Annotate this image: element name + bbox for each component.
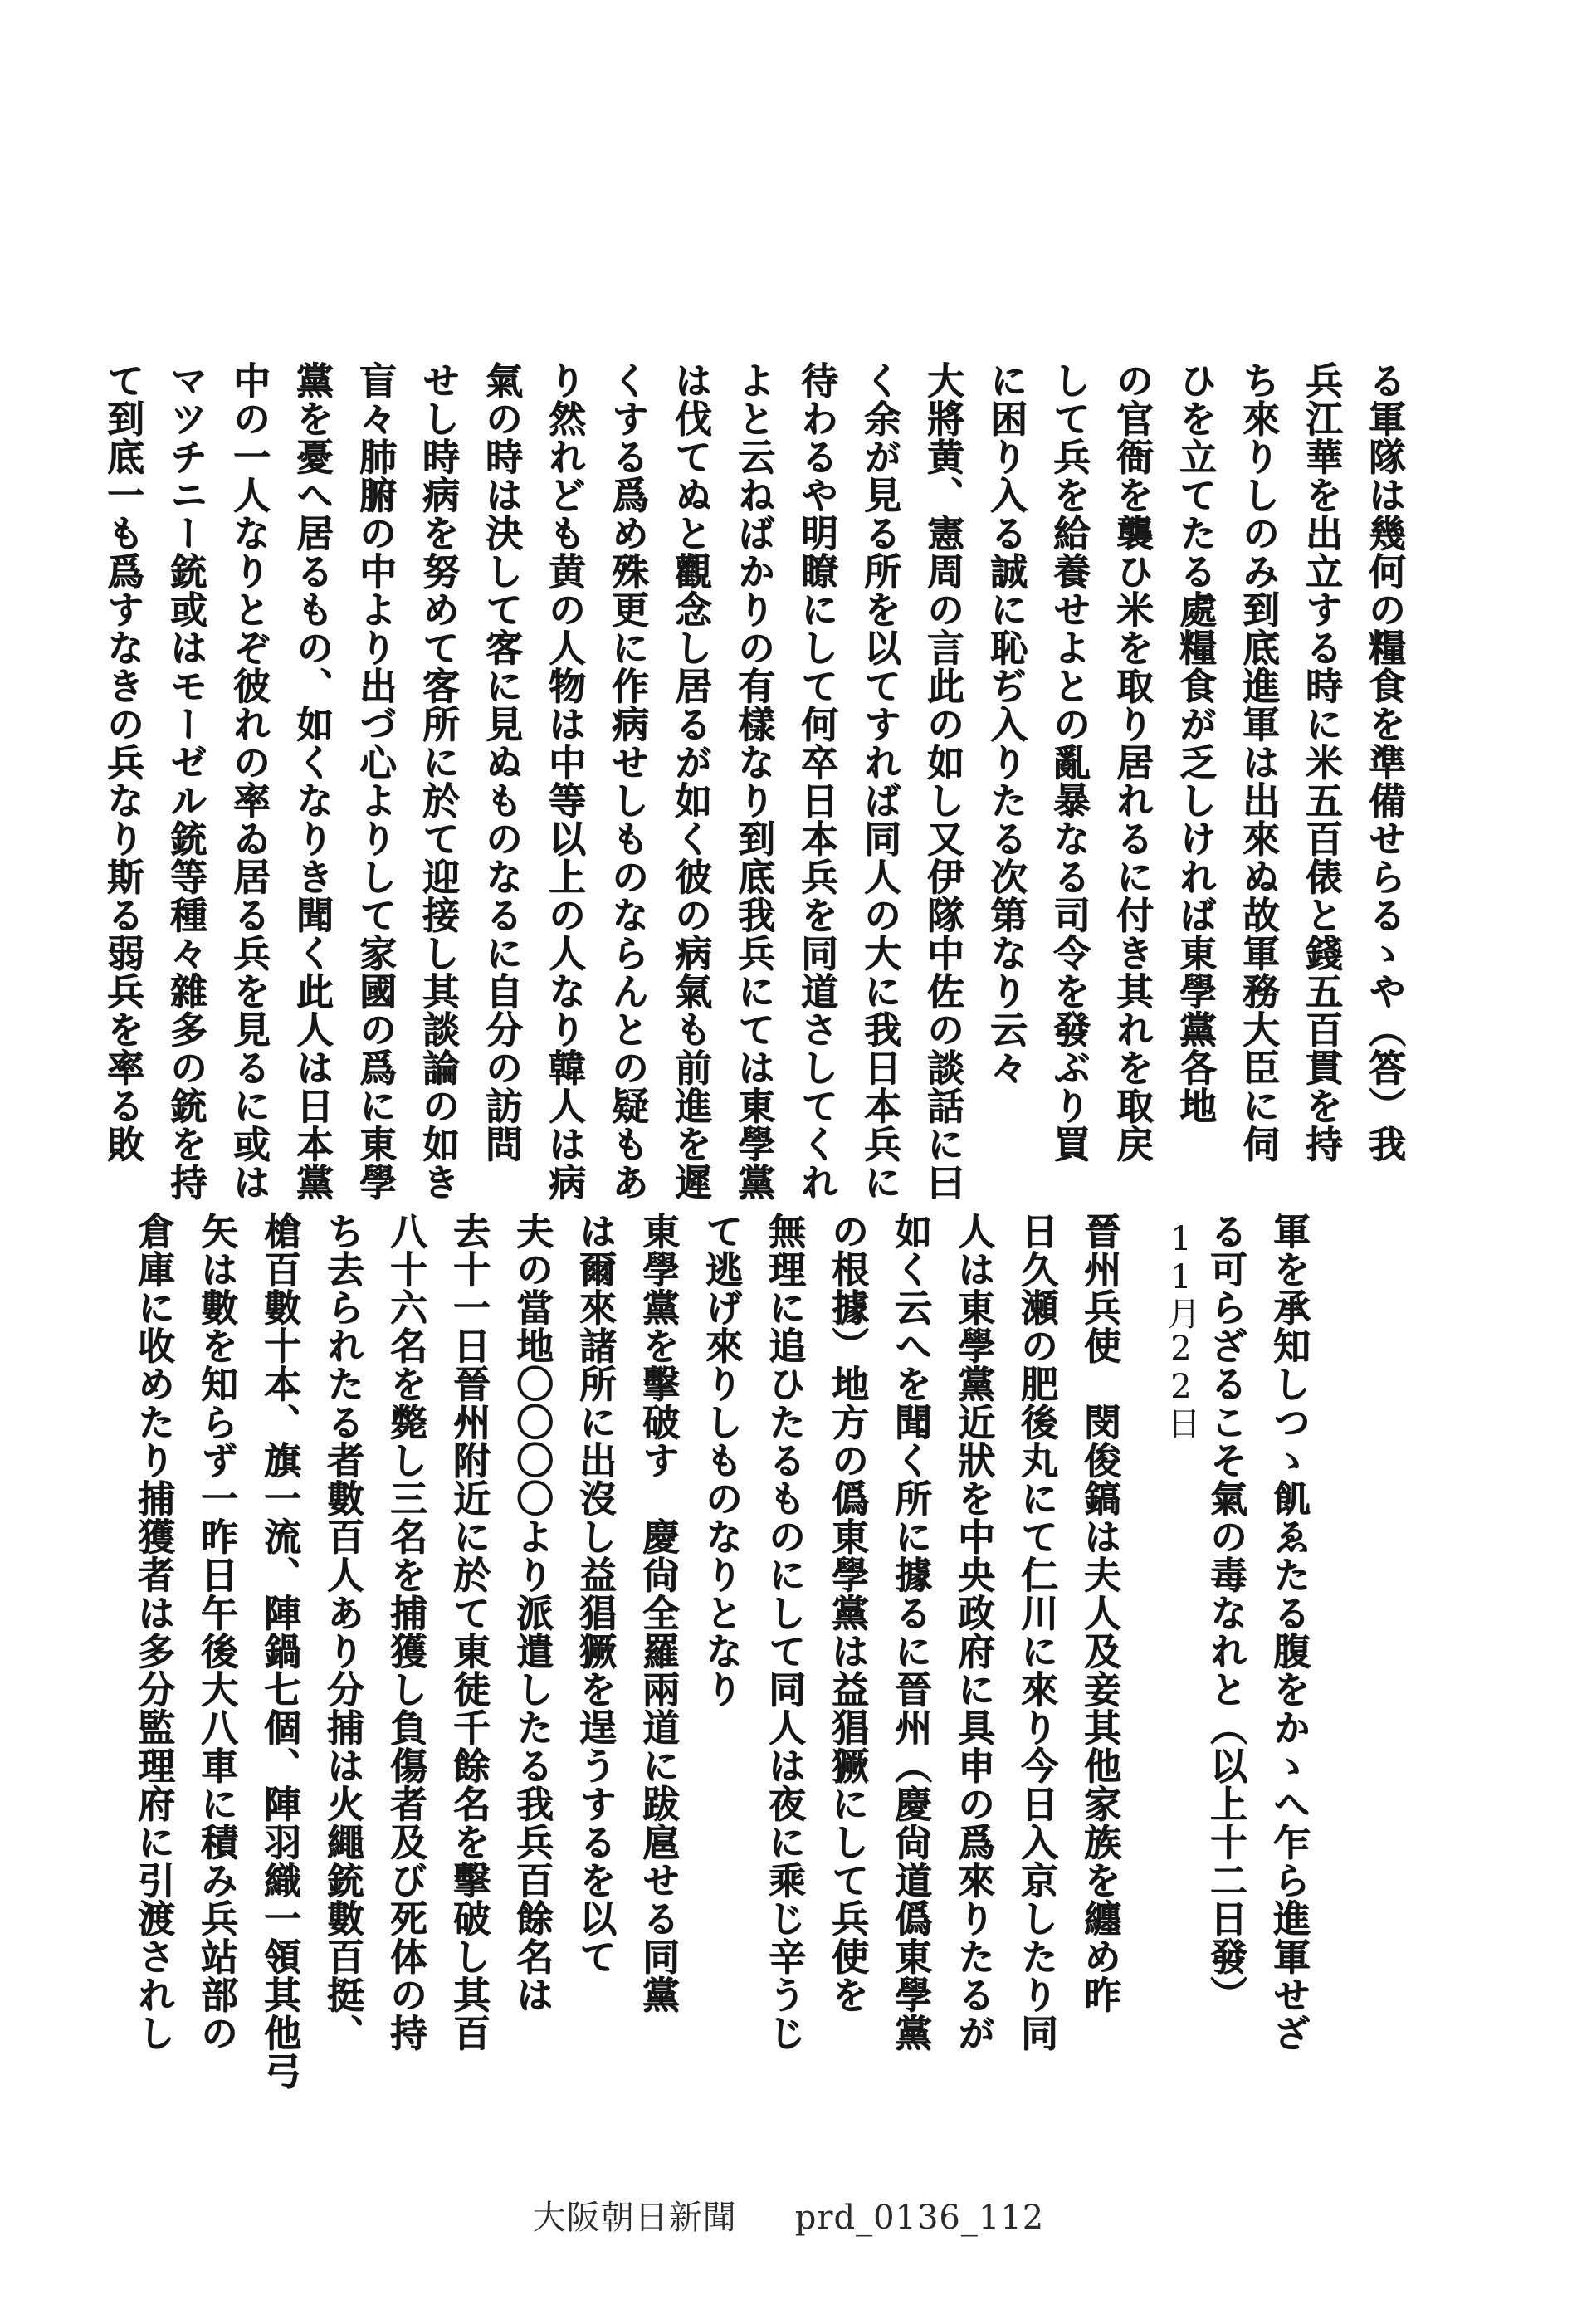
lower-column-16: 槍百數十本、旗一流、陣鍋七個、陣羽織一領其他弓 xyxy=(257,1212,301,2090)
lower-column-9: て逃げ來りしものなりとなり xyxy=(699,1212,743,1708)
lower-column-18: 倉庫に收めたり捕獲者は多分監理府に引渡されし xyxy=(131,1212,175,2052)
newspaper-name: 大阪朝日新聞 xyxy=(532,2199,737,2237)
lower-column-1: 軍を承知しつゝ飢ゑたる腹をかゝへ乍ら進軍せざ xyxy=(1267,1212,1311,2052)
lower-column-spacer xyxy=(1130,1212,1194,1992)
page-footer xyxy=(0,2191,1577,2239)
upper-column-9: く余が見る所を以てすれば同人の大に我日本兵に xyxy=(857,361,901,1201)
lower-column-4: 日久瀬の肥後丸にて仁川に來り今日入京したり同 xyxy=(1014,1212,1058,2052)
upper-column-15: 氣の時は決して客に見ぬものなるに自分の訪問 xyxy=(479,361,523,1163)
page-identifier: prd_0136_112 xyxy=(794,2199,1045,2237)
upper-column-4: ひを立てたる處糧食が乏しければ東學黨各地 xyxy=(1173,361,1217,1125)
lower-column-13: 去十一日晉州附近に於て東徒千餘名を擊破し其百 xyxy=(447,1212,491,2052)
lower-column-12: 夫の當地〇〇〇〇より派遣したる我兵百餘名は xyxy=(510,1212,554,2014)
upper-column-2: 兵江華を出立する時に米五百俵と錢五百貫を持 xyxy=(1299,361,1343,1163)
upper-column-17: 盲々肺腑の中より出づ心よりして家國の爲に東學 xyxy=(353,361,397,1201)
lower-column-6: 如く云へを聞く所に據るに晉州（慶尙道僞東學黨 xyxy=(888,1212,932,2052)
upper-column-14: り然れども黄の人物は中等以上の人なり韓人は病 xyxy=(542,361,586,1201)
lower-column-7: の根據）地方の僞東學黨は益猖獗にして兵使を xyxy=(825,1212,869,2014)
upper-column-7: に困り入る誠に恥ぢ入りたる次第なり云々 xyxy=(984,361,1028,1086)
upper-column-11: よと云ねばかりの有樣なり到底我兵にては東學黨 xyxy=(731,361,775,1201)
upper-column-12: は伐てぬと觀念し居るが如く彼の病氣も前進を遲 xyxy=(668,361,712,1201)
upper-column-18: 黨を憂へ居るもの、如くなりき聞く此人は日本黨 xyxy=(290,361,334,1201)
article-date: 11月22日 xyxy=(1162,1220,1200,1439)
lower-column-3: 晉州兵使 閔俊鎬は夫人及妾其他家族を纏め昨 xyxy=(1077,1212,1121,2014)
lower-column-15: ち去られたる者數百人あり分捕は火繩銃數百挺、 xyxy=(320,1212,364,2052)
upper-column-5: の官衙を襲ひ米を取り居れるに付き其れを取戻 xyxy=(1110,361,1154,1163)
upper-column-6: して兵を給養せよとの亂暴なる司令を發ぶり買 xyxy=(1047,361,1091,1163)
lower-column-11: は爾來諸所に出沒し益猖獗を逞うするを以て xyxy=(573,1212,617,1975)
lower-column-8: 無理に追ひたるものにして同人は夜に乘じ辛うじ xyxy=(762,1212,806,2052)
lower-column-10: 東學黨を擊破す 慶尙全羅兩道に跋扈せる同黨 xyxy=(636,1212,680,2014)
upper-column-8: 大將黄、憲周の言此の如し又伊隊中佐の談話に曰 xyxy=(920,361,964,1201)
upper-column-20: マツチニー銃或はモーゼル銃等種々雜多の銃を持 xyxy=(164,361,208,1201)
upper-column-10: 待わるや明瞭にして何卒日本兵を同道さしてくれ xyxy=(794,361,838,1201)
upper-column-16: せし時病を努めて客所に於て迎接し其談論の如き xyxy=(416,361,460,1201)
upper-column-21: て到底一も爲すなきの兵なり斯る弱兵を率る敗 xyxy=(100,361,144,1163)
upper-column-13: くする爲め殊更に作病せしものならんとの疑もあ xyxy=(605,361,649,1201)
lower-column-2: る可らざるこそ氣の毒なれと（以上十二日發） xyxy=(1204,1212,1247,2014)
upper-column-3: ち來りしのみ到底進軍は出來ぬ故軍務大臣に伺 xyxy=(1236,361,1280,1163)
upper-column-19: 中の一人なりとぞ彼れの率ゐ居る兵を見るに或は xyxy=(227,361,271,1201)
lower-column-5: 人は東學黨近狀を中央政府に具申の爲來りたるが xyxy=(951,1212,995,2052)
lower-column-14: 八十六名を斃し三名を捕獲し負傷者及び死体の持 xyxy=(383,1212,427,2052)
lower-article xyxy=(131,1212,1320,2090)
upper-article xyxy=(100,361,1415,1201)
lower-column-17: 矢は數を知らず一昨日午後大八車に積み兵站部の xyxy=(194,1212,238,2052)
upper-column-1: る軍隊は幾何の糧食を準備せらるゝや（答）我 xyxy=(1362,361,1406,1163)
